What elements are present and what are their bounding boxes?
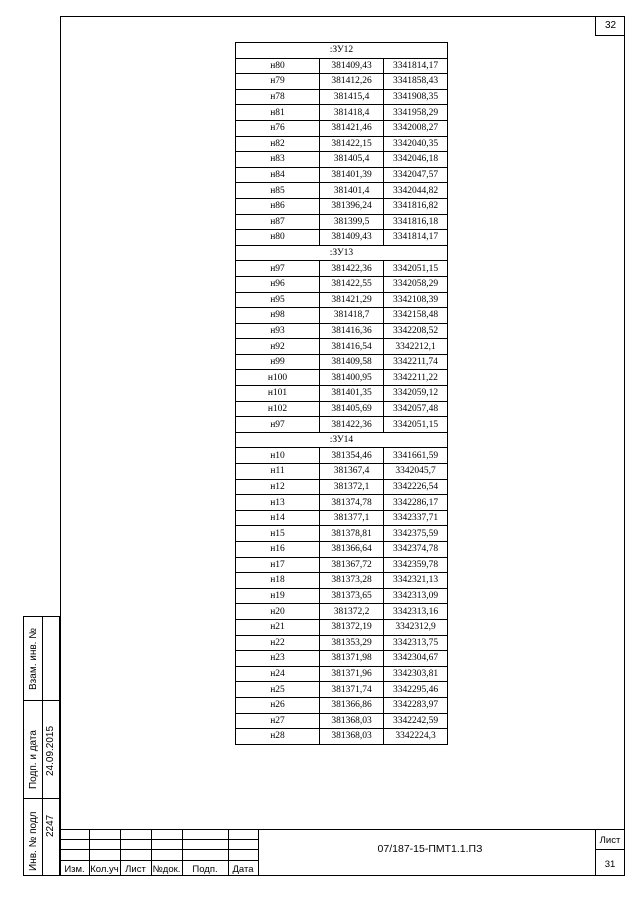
table-row: [236, 635, 448, 651]
x-coordinate: 381401,4: [320, 183, 384, 199]
y-coordinate: 3342047,57: [384, 167, 448, 183]
y-coordinate: 3341816,18: [384, 214, 448, 230]
y-coordinate: 3341814,17: [384, 58, 448, 74]
x-coordinate: 381421,29: [320, 292, 384, 308]
section-title: :ЗУ13: [236, 245, 448, 261]
x-coordinate: 381422,15: [320, 136, 384, 152]
table-row: [236, 729, 448, 745]
section-header-row: [236, 432, 448, 448]
point-name: н83: [236, 152, 320, 168]
table-row: [236, 214, 448, 230]
point-name: н18: [236, 573, 320, 589]
point-name: н22: [236, 635, 320, 651]
section-title: :ЗУ14: [236, 432, 448, 448]
x-coordinate: 381368,03: [320, 729, 384, 745]
table-row: [236, 276, 448, 292]
section-title: :ЗУ12: [236, 43, 448, 59]
x-coordinate: 381377,1: [320, 510, 384, 526]
point-name: н99: [236, 354, 320, 370]
table-row: [236, 370, 448, 386]
x-coordinate: 381401,35: [320, 386, 384, 402]
x-coordinate: 381378,81: [320, 526, 384, 542]
point-name: н102: [236, 401, 320, 417]
table-row: [236, 230, 448, 246]
y-coordinate: 3341816,82: [384, 198, 448, 214]
y-coordinate: 3342211,22: [384, 370, 448, 386]
x-coordinate: 381372,1: [320, 479, 384, 495]
y-coordinate: 3342286,17: [384, 495, 448, 511]
point-name: н16: [236, 542, 320, 558]
table-row: [236, 526, 448, 542]
y-coordinate: 3342051,15: [384, 261, 448, 277]
point-name: н78: [236, 89, 320, 105]
point-name: н26: [236, 697, 320, 713]
point-name: н76: [236, 120, 320, 136]
table-row: [236, 105, 448, 121]
side-stamp: [23, 616, 60, 876]
point-name: н23: [236, 651, 320, 667]
y-coordinate: 3342057,48: [384, 401, 448, 417]
table-row: [236, 666, 448, 682]
point-name: н19: [236, 588, 320, 604]
table-row: [236, 448, 448, 464]
point-name: н101: [236, 386, 320, 402]
podp-label: Подп. и дата: [28, 730, 39, 789]
x-coordinate: 381405,69: [320, 401, 384, 417]
table-row: [236, 604, 448, 620]
y-coordinate: 3342374,78: [384, 542, 448, 558]
point-name: н11: [236, 464, 320, 480]
y-coordinate: 3341814,17: [384, 230, 448, 246]
point-name: н92: [236, 339, 320, 355]
point-name: н10: [236, 448, 320, 464]
point-name: н98: [236, 308, 320, 324]
table-row: [236, 557, 448, 573]
point-name: н86: [236, 198, 320, 214]
x-coordinate: 381416,36: [320, 323, 384, 339]
y-coordinate: 3342208,52: [384, 323, 448, 339]
y-coordinate: 3342008,27: [384, 120, 448, 136]
table-row: [236, 542, 448, 558]
point-name: н28: [236, 729, 320, 745]
point-name: н93: [236, 323, 320, 339]
y-coordinate: 3342044,82: [384, 183, 448, 199]
table-row: [236, 261, 448, 277]
inv-value: 2247: [45, 814, 56, 837]
section-header-row: [236, 245, 448, 261]
point-name: н85: [236, 183, 320, 199]
y-coordinate: 3342040,35: [384, 136, 448, 152]
x-coordinate: 381409,43: [320, 230, 384, 246]
y-coordinate: 3341958,29: [384, 105, 448, 121]
point-name: н25: [236, 682, 320, 698]
x-coordinate: 381399,5: [320, 214, 384, 230]
x-coordinate: 381418,7: [320, 308, 384, 324]
col-izm: Изм.: [64, 864, 85, 875]
x-coordinate: 381374,78: [320, 495, 384, 511]
table-row: [236, 588, 448, 604]
x-coordinate: 381415,4: [320, 89, 384, 105]
point-name: н24: [236, 666, 320, 682]
y-coordinate: 3342313,75: [384, 635, 448, 651]
y-coordinate: 3342359,78: [384, 557, 448, 573]
y-coordinate: 3342242,59: [384, 713, 448, 729]
point-name: н97: [236, 417, 320, 433]
y-coordinate: 3342321,13: [384, 573, 448, 589]
table-row: [236, 308, 448, 324]
point-name: н97: [236, 261, 320, 277]
y-coordinate: 3342226,54: [384, 479, 448, 495]
x-coordinate: 381401,39: [320, 167, 384, 183]
x-coordinate: 381354,46: [320, 448, 384, 464]
table-row: [236, 74, 448, 90]
table-row: [236, 167, 448, 183]
table-row: [236, 120, 448, 136]
table-row: [236, 713, 448, 729]
point-name: н84: [236, 167, 320, 183]
y-coordinate: 3342211,74: [384, 354, 448, 370]
x-coordinate: 381371,96: [320, 666, 384, 682]
x-coordinate: 381371,98: [320, 651, 384, 667]
table-row: [236, 339, 448, 355]
point-name: н15: [236, 526, 320, 542]
x-coordinate: 381368,03: [320, 713, 384, 729]
x-coordinate: 381409,43: [320, 58, 384, 74]
table-row: [236, 386, 448, 402]
sheet-number: 31: [604, 859, 616, 870]
table-row: [236, 417, 448, 433]
y-coordinate: 3342375,59: [384, 526, 448, 542]
podp-cell: [23, 701, 60, 799]
x-coordinate: 381396,24: [320, 198, 384, 214]
point-name: н20: [236, 604, 320, 620]
point-name: н87: [236, 214, 320, 230]
point-name: н12: [236, 479, 320, 495]
point-name: н80: [236, 230, 320, 246]
table-row: [236, 479, 448, 495]
page-number: 32: [595, 16, 625, 36]
x-coordinate: 381412,26: [320, 74, 384, 90]
x-coordinate: 381367,72: [320, 557, 384, 573]
col-kol-uch: Кол.уч: [90, 864, 119, 875]
point-name: н79: [236, 74, 320, 90]
point-name: н82: [236, 136, 320, 152]
x-coordinate: 381422,36: [320, 261, 384, 277]
point-name: н14: [236, 510, 320, 526]
table-row: [236, 573, 448, 589]
table-row: [236, 58, 448, 74]
x-coordinate: 381405,4: [320, 152, 384, 168]
table-row: [236, 183, 448, 199]
x-coordinate: 381373,28: [320, 573, 384, 589]
y-coordinate: 3342051,15: [384, 417, 448, 433]
point-name: н17: [236, 557, 320, 573]
point-name: н96: [236, 276, 320, 292]
y-coordinate: 3342313,16: [384, 604, 448, 620]
sheet-label: Лист: [599, 835, 621, 846]
y-coordinate: 3342303,81: [384, 666, 448, 682]
y-coordinate: 3341858,43: [384, 74, 448, 90]
y-coordinate: 3342295,46: [384, 682, 448, 698]
point-name: н95: [236, 292, 320, 308]
point-name: н21: [236, 619, 320, 635]
podp-date: 24.09.2015: [45, 725, 56, 776]
col-podp: Подп.: [192, 864, 218, 875]
x-coordinate: 381422,55: [320, 276, 384, 292]
table-row: [236, 152, 448, 168]
table-row: [236, 495, 448, 511]
vzam-label: Взам. инв. №: [28, 628, 39, 690]
point-name: н81: [236, 105, 320, 121]
table-row: [236, 464, 448, 480]
table-row: [236, 89, 448, 105]
y-coordinate: 3342158,48: [384, 308, 448, 324]
document-number: 07/187-15-ПМТ1.1.ПЗ: [377, 843, 483, 855]
table-row: [236, 292, 448, 308]
y-coordinate: 3341908,35: [384, 89, 448, 105]
x-coordinate: 381366,64: [320, 542, 384, 558]
y-coordinate: 3341661,59: [384, 448, 448, 464]
x-coordinate: 381400,95: [320, 370, 384, 386]
y-coordinate: 3342283,97: [384, 697, 448, 713]
table-row: [236, 401, 448, 417]
y-coordinate: 3342212,1: [384, 339, 448, 355]
point-name: н27: [236, 713, 320, 729]
table-row: [236, 651, 448, 667]
x-coordinate: 381421,46: [320, 120, 384, 136]
y-coordinate: 3342108,39: [384, 292, 448, 308]
inv-cell: [23, 799, 60, 876]
table-row: [236, 697, 448, 713]
table-row: [236, 619, 448, 635]
x-coordinate: 381366,86: [320, 697, 384, 713]
section-header-row: [236, 43, 448, 59]
table-row: [236, 682, 448, 698]
x-coordinate: 381372,19: [320, 619, 384, 635]
y-coordinate: 3342058,29: [384, 276, 448, 292]
x-coordinate: 381371,74: [320, 682, 384, 698]
coordinates-table: [235, 42, 448, 745]
x-coordinate: 381367,4: [320, 464, 384, 480]
table-row: [236, 510, 448, 526]
x-coordinate: 381418,4: [320, 105, 384, 121]
table-row: [236, 323, 448, 339]
y-coordinate: 3342313,09: [384, 588, 448, 604]
y-coordinate: 3342224,3: [384, 729, 448, 745]
col-data: Дата: [232, 864, 254, 875]
y-coordinate: 3342045,7: [384, 464, 448, 480]
x-coordinate: 381422,36: [320, 417, 384, 433]
x-coordinate: 381373,65: [320, 588, 384, 604]
col-list: Лист: [125, 864, 146, 875]
y-coordinate: 3342046,18: [384, 152, 448, 168]
x-coordinate: 381353,29: [320, 635, 384, 651]
x-coordinate: 381372,2: [320, 604, 384, 620]
vzam-cell: [23, 616, 60, 701]
col-ndok: №док.: [152, 864, 181, 875]
table-row: [236, 354, 448, 370]
inv-label: Инв. № подл: [28, 811, 39, 871]
y-coordinate: 3342304,67: [384, 651, 448, 667]
point-name: н13: [236, 495, 320, 511]
y-coordinate: 3342059,12: [384, 386, 448, 402]
point-name: н100: [236, 370, 320, 386]
x-coordinate: 381416,54: [320, 339, 384, 355]
title-block: [60, 829, 625, 876]
y-coordinate: 3342337,71: [384, 510, 448, 526]
table-row: [236, 136, 448, 152]
table-row: [236, 198, 448, 214]
point-name: н80: [236, 58, 320, 74]
y-coordinate: 3342312,9: [384, 619, 448, 635]
x-coordinate: 381409,58: [320, 354, 384, 370]
